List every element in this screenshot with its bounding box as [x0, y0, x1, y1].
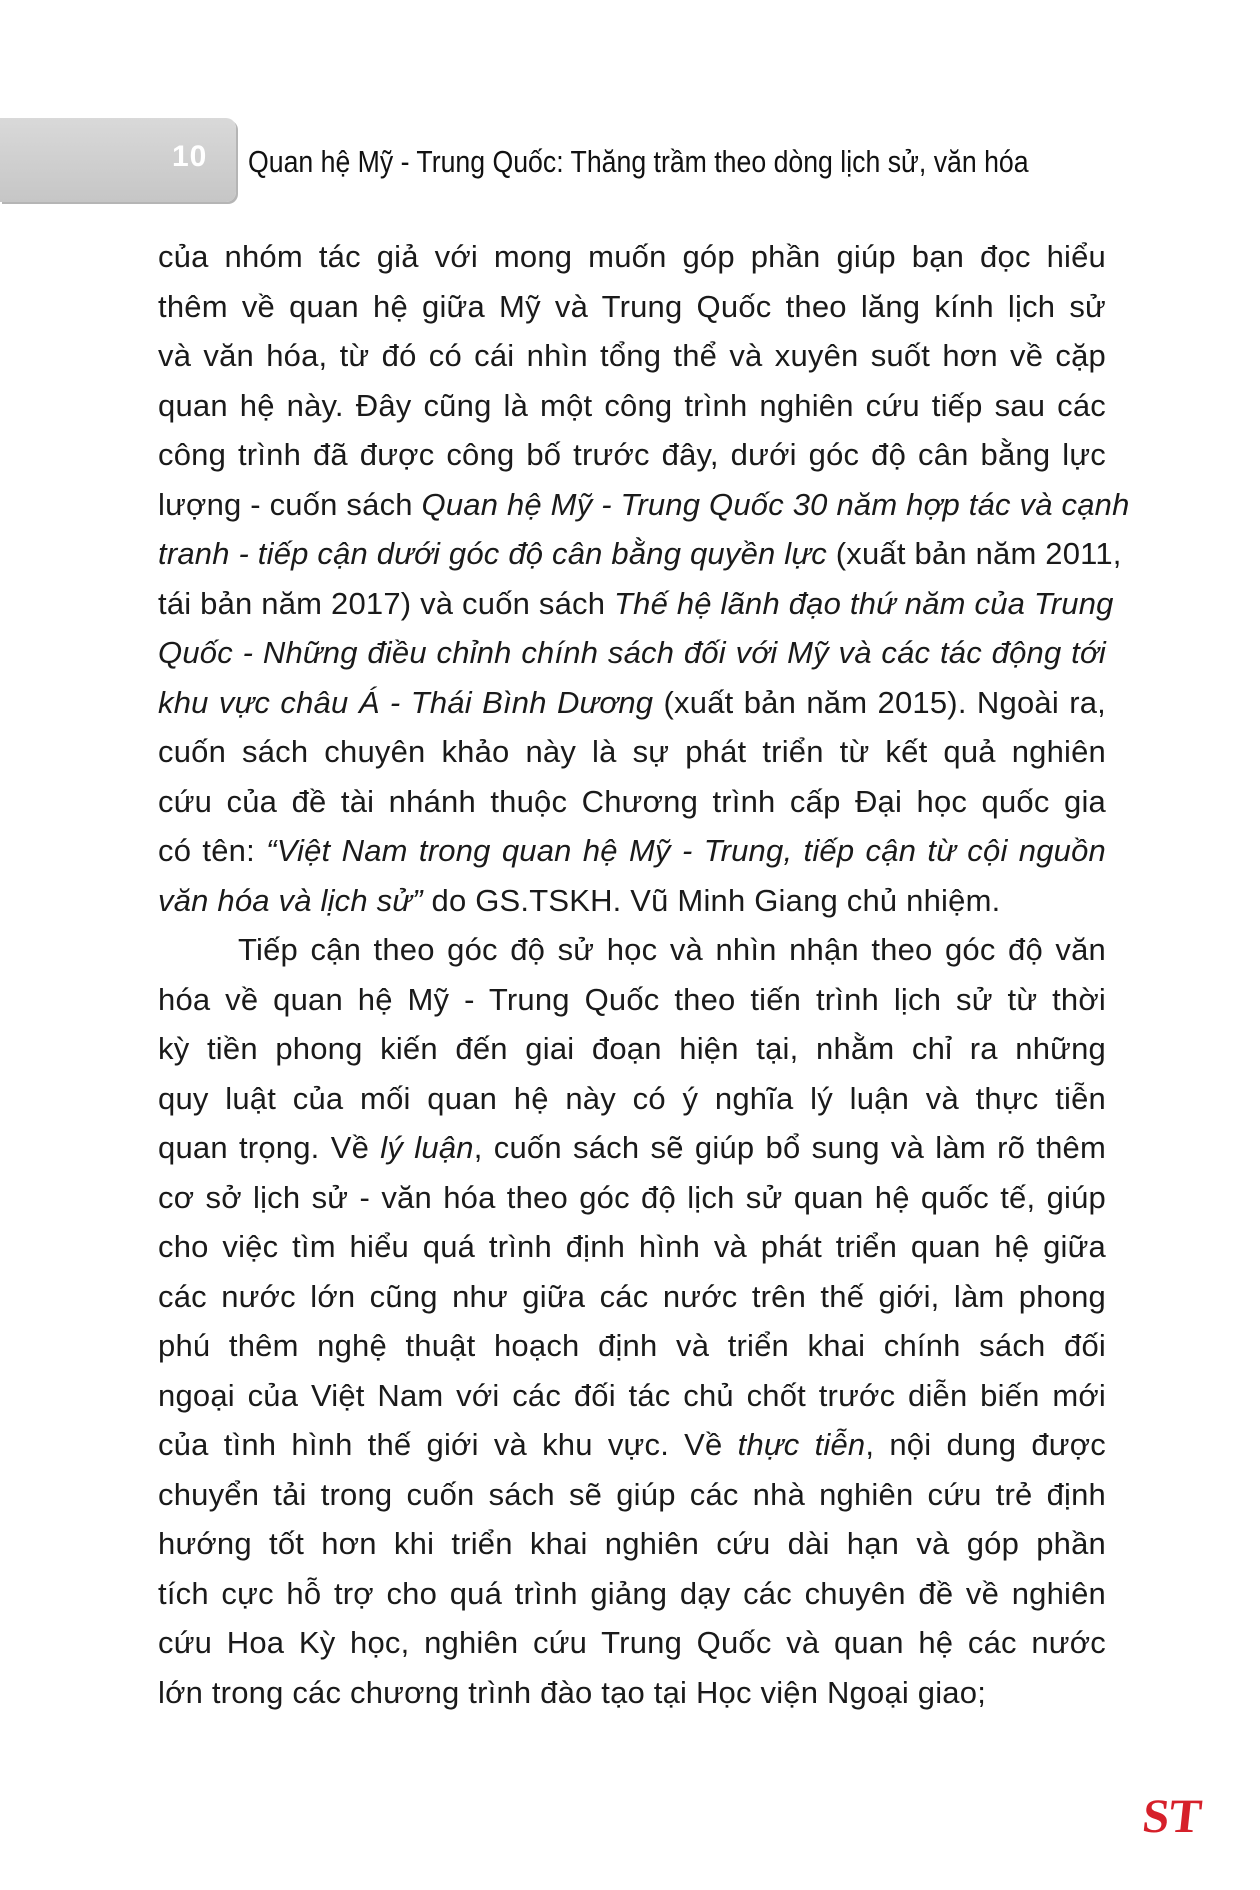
italic-run: lý luận — [380, 1130, 474, 1165]
italic-run: văn hóa và lịch sử” — [158, 882, 423, 918]
text-run: kỳ tiền phong kiến đến giai đoạn hiện tại, nhằm chỉ ra những — [158, 1031, 1106, 1066]
text-run: phú thêm nghệ thuật hoạch định và triển khai chính sách đối — [158, 1328, 1106, 1363]
body-text — [158, 232, 1130, 1717]
text-line — [158, 1569, 1106, 1619]
italic-run: khu vực châu Á - Thái Bình Dương — [158, 684, 654, 720]
text-line — [158, 331, 1106, 381]
text-run: có tên: — [158, 833, 267, 868]
italic-run: thực tiễn — [737, 1427, 866, 1462]
publisher-logo-text: ST — [1140, 1790, 1205, 1843]
text-line — [158, 480, 1130, 530]
text-line — [158, 1618, 1106, 1668]
text-run: cứu Hoa Kỳ học, nghiên cứu Trung Quốc và quan hệ các nước — [158, 1625, 1106, 1660]
text-run: ngoại của Việt Nam với các đối tác chủ chốt trước diễn biến mới — [158, 1377, 1106, 1413]
text-line — [158, 1420, 1106, 1470]
text-line — [158, 381, 1106, 431]
text-line — [158, 876, 1106, 926]
text-run: , cuốn sách sẽ giúp bổ sung và làm rõ thêm — [473, 1130, 1106, 1165]
text-run: quan hệ này. Đây cũng là một công trình nghiên cứu tiếp sau các — [158, 387, 1106, 423]
text-run: các nước lớn cũng như giữa các nước trên thế giới, làm phong — [158, 1278, 1106, 1314]
text-line — [158, 777, 1106, 827]
text-line — [158, 678, 1106, 728]
text-line — [158, 430, 1106, 480]
italic-run: tranh - tiếp cận dưới góc độ cân bằng quyền lực — [158, 536, 827, 571]
text-line — [158, 232, 1106, 282]
text-run: (xuất bản năm 2015). Ngoài ra, — [653, 684, 1106, 720]
text-run: của tình hình thế giới và khu vực. Về — [158, 1427, 738, 1462]
text-run: Tiếp cận theo góc độ sử học và nhìn nhận theo góc độ văn — [238, 932, 1106, 967]
text-line — [158, 925, 1106, 975]
text-line — [158, 1668, 1106, 1718]
text-line — [158, 826, 1106, 876]
text-run: quy luật của mối quan hệ này có ý nghĩa lý luận và thực tiễn — [158, 1080, 1106, 1116]
text-line — [158, 1123, 1106, 1173]
text-line — [158, 1519, 1106, 1569]
text-run: chuyển tải trong cuốn sách sẽ giúp các nhà nghiên cứu trẻ định — [158, 1476, 1106, 1512]
text-run: lượng - cuốn sách — [158, 486, 422, 522]
text-run: (xuất bản năm 2011, — [826, 536, 1122, 571]
text-line — [158, 1272, 1106, 1322]
text-run: hóa về quan hệ Mỹ - Trung Quốc theo tiến trình lịch sử từ thời — [158, 981, 1106, 1017]
text-run: và văn hóa, từ đó có cái nhìn tổng thể và xuyên suốt hơn về cặp — [158, 338, 1106, 373]
text-line — [158, 1173, 1106, 1223]
text-run: , nội dung được — [865, 1427, 1106, 1462]
text-run: quan trọng. Về — [158, 1130, 381, 1165]
text-run: do GS.TSKH. Vũ Minh Giang chủ nhiệm. — [422, 882, 1001, 918]
text-line — [158, 1321, 1106, 1371]
text-line — [158, 1371, 1106, 1421]
italic-run: Thế hệ lãnh đạo thứ năm của Trung — [614, 585, 1114, 621]
text-run: lớn trong các chương trình đào tạo tại Học viện Ngoại giao; — [158, 1674, 987, 1710]
text-line — [158, 529, 1122, 579]
text-run: hướng tốt hơn khi triển khai nghiên cứu dài hạn và góp phần — [158, 1526, 1106, 1561]
text-line — [158, 1074, 1106, 1124]
running-title: Quan hệ Mỹ - Trung Quốc: Thăng trầm theo dòng lịch sử, văn hóa — [248, 144, 1029, 179]
text-run: cuốn sách chuyên khảo này là sự phát triển từ kết quả nghiên — [158, 734, 1106, 769]
text-line — [158, 975, 1106, 1025]
text-run: cơ sở lịch sử - văn hóa theo góc độ lịch sử quan hệ quốc tế, giúp — [158, 1179, 1106, 1215]
italic-run: Quốc - Những điều chỉnh chính sách đối với Mỹ và các tác động tới — [158, 635, 1106, 670]
text-line — [158, 579, 1114, 629]
italic-run: “Việt Nam trong quan hệ Mỹ - Trung, tiếp cận từ cội nguồn — [266, 833, 1106, 868]
text-run: cứu của đề tài nhánh thuộc Chương trình cấp Đại học quốc gia — [158, 783, 1106, 819]
text-run: tích cực hỗ trợ cho quá trình giảng dạy các chuyên đề về nghiên — [158, 1575, 1106, 1611]
page-number-tab — [0, 118, 236, 202]
italic-run: Quan hệ Mỹ - Trung Quốc 30 năm hợp tác và cạnh — [421, 486, 1130, 522]
text-run: cho việc tìm hiểu quá trình định hình và phát triển quan hệ giữa — [158, 1229, 1106, 1264]
text-line — [158, 628, 1106, 678]
text-line — [158, 282, 1106, 332]
text-line — [158, 1222, 1106, 1272]
text-line — [158, 1470, 1106, 1520]
text-run: tái bản năm 2017) và cuốn sách — [158, 585, 614, 621]
text-line — [158, 1024, 1106, 1074]
text-run: của nhóm tác giả với mong muốn góp phần giúp bạn đọc hiểu — [158, 239, 1106, 274]
text-run: công trình đã được công bố trước đây, dưới góc độ cân bằng lực — [158, 437, 1106, 472]
publisher-logo — [1140, 1780, 1205, 1844]
text-line — [158, 727, 1106, 777]
text-run: thêm về quan hệ giữa Mỹ và Trung Quốc theo lăng kính lịch sử — [158, 288, 1106, 324]
page-number: 10 — [172, 140, 208, 173]
page-header — [0, 118, 1260, 202]
